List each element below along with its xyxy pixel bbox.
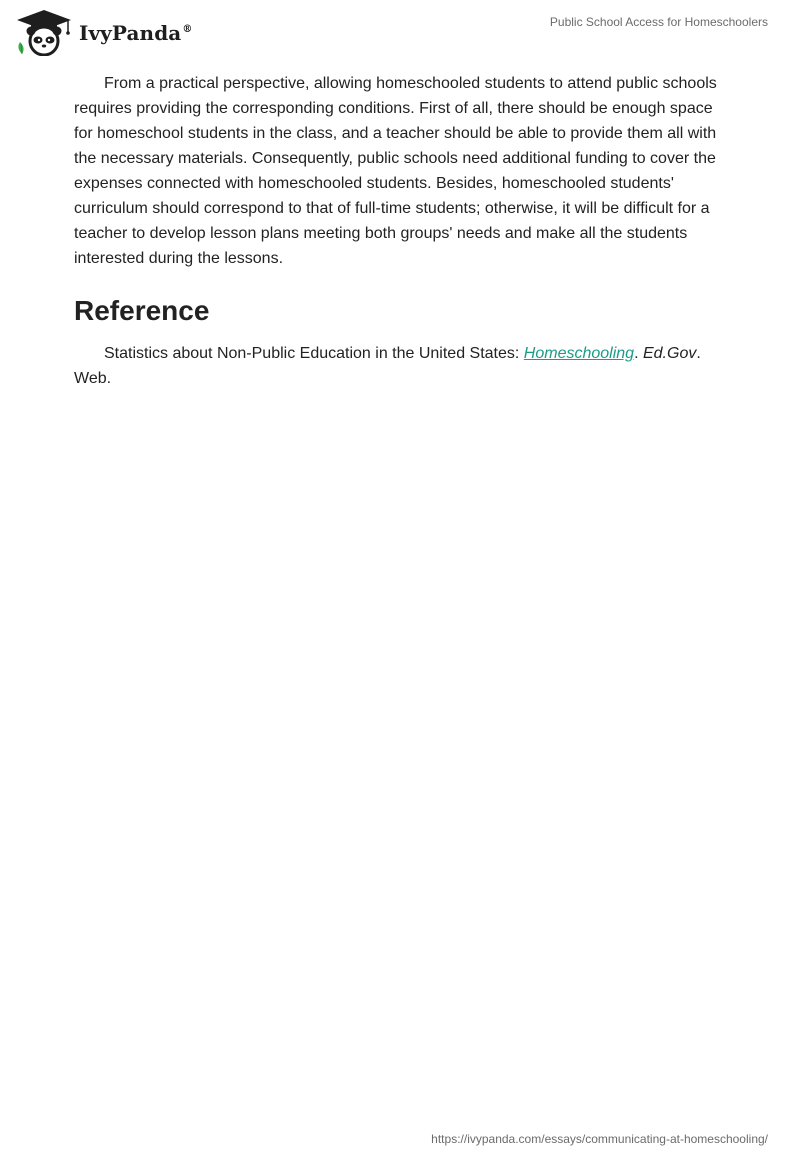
- footer-url: https://ivypanda.com/essays/communicating-at-homeschooling/: [431, 1132, 768, 1146]
- running-title: Public School Access for Homeschoolers: [549, 15, 768, 29]
- reference-suffix: . Web.: [74, 345, 701, 387]
- reference-entry: [74, 341, 734, 391]
- essay-content: [74, 71, 734, 391]
- reference-publisher: Ed.Gov: [642, 345, 697, 362]
- homeschooling-link[interactable]: Homeschooling: [523, 345, 635, 362]
- body-paragraph: From a practical perspective, allowing homeschooled students to attend public schools requires providing the corresponding conditions. First of all, there should be enough space for homeschool students in the class, and a teacher should be able to provide them all with the necessary materials. Consequently, public schools need additional funding to cover the expenses connected with homeschooled students. Besides, homeschooled students' curriculum should correspond to that of full-time students; otherwise, it will be difficult for a teacher to develop lesson plans meeting both groups' needs and make all the students interested during the lessons.: [74, 75, 717, 267]
- brand-name: IvyPanda®: [79, 21, 193, 45]
- reference-heading: Reference: [74, 295, 210, 326]
- ivypanda-logo[interactable]: [14, 8, 192, 56]
- reference-lead: Statistics about Non-Public Education in the United States:: [104, 345, 524, 362]
- panda-graduate-icon: [14, 8, 74, 56]
- registered-mark: ®: [182, 24, 193, 36]
- reference-after-link: .: [634, 345, 639, 362]
